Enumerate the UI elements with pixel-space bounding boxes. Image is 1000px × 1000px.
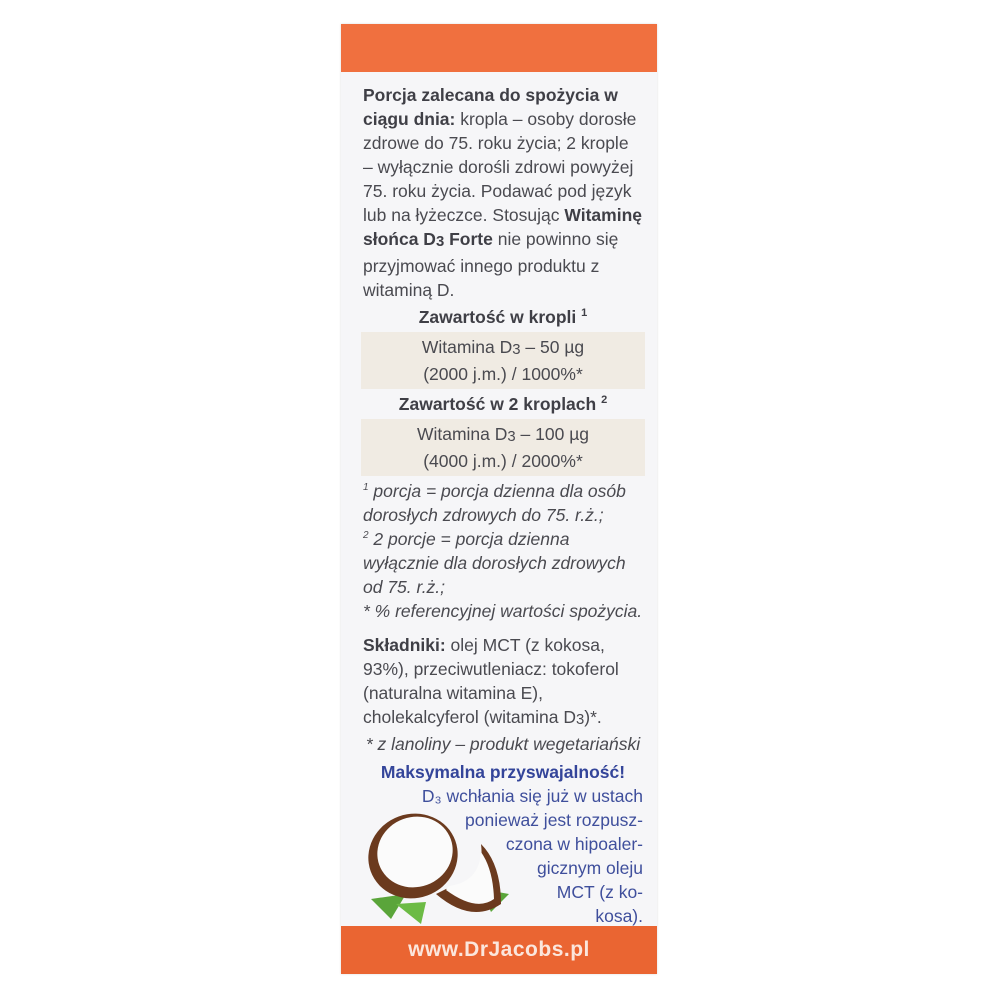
coconut-icon xyxy=(351,794,521,929)
absorption-text: D₃ wchłania się już w ustach ponieważ jest rozpusz- czona w hipoaler- gicznym oleju MCT (z ko- kosa). xyxy=(421,786,643,926)
ingredients-label: Składniki: xyxy=(363,635,446,655)
footnote-1: $^1$ porcja = porcja dzienna dla osób dorosłych zdrowych do 75. r.ż.; xyxy=(363,481,626,525)
footnote-2: $^2$ 2 porcje = porcja dzienna wyłącznie dla dorosłych zdrowych od 75. r.ż.; xyxy=(363,529,626,597)
dosage-text: kropla – osoby dorosłe zdrowe do 75. roku życia; 2 krople – wyłącznie dorośli zdrowi powyżej 75. roku życia. Podawać pod język lub na łyżeczce. xyxy=(363,109,637,225)
warning-pre: Stosując xyxy=(492,205,565,225)
footnote-3: * % referencyjnej wartości spożycia. xyxy=(363,601,643,621)
content-two-drops-heading: Zawartość w 2 kroplach $^2$ xyxy=(398,394,608,414)
bottom-orange-band xyxy=(341,926,657,974)
content-one-drop-box: Witamina D3 – 50 µg (2000 j.m.) / 1000%* xyxy=(361,332,645,389)
dosage-lead: Porcja zalecana do spożycia w ciągu dnia: xyxy=(363,85,618,129)
content-two-drops-box: Witamina D3 – 100 µg (4000 j.m.) / 2000%* xyxy=(361,419,645,476)
ingredients-paragraph: Składniki: olej MCT (z kokosa, 93%), przeciwutleniacz: tokoferol (naturalna witamina E), cholekalcyferol (witamina D3)*. xyxy=(363,635,619,728)
website-url: www.DrJacobs.pl xyxy=(408,938,590,961)
footnotes xyxy=(363,479,643,623)
ingredients-note: * z lanoliny – produkt wegetariański xyxy=(365,734,641,754)
absorption-heading: Maksymalna przyswajalność! xyxy=(380,762,626,782)
top-orange-band xyxy=(341,24,657,72)
dosage-paragraph xyxy=(363,83,643,302)
warning-text: nie powinno się przyjmować innego produktu z witaminą D. xyxy=(363,229,619,300)
content-one-drop-heading: Zawartość w kropli $^1$ xyxy=(418,307,588,327)
product-box-side-panel xyxy=(341,24,657,974)
product-name: Witaminę słońca D3 Forte xyxy=(363,205,643,250)
